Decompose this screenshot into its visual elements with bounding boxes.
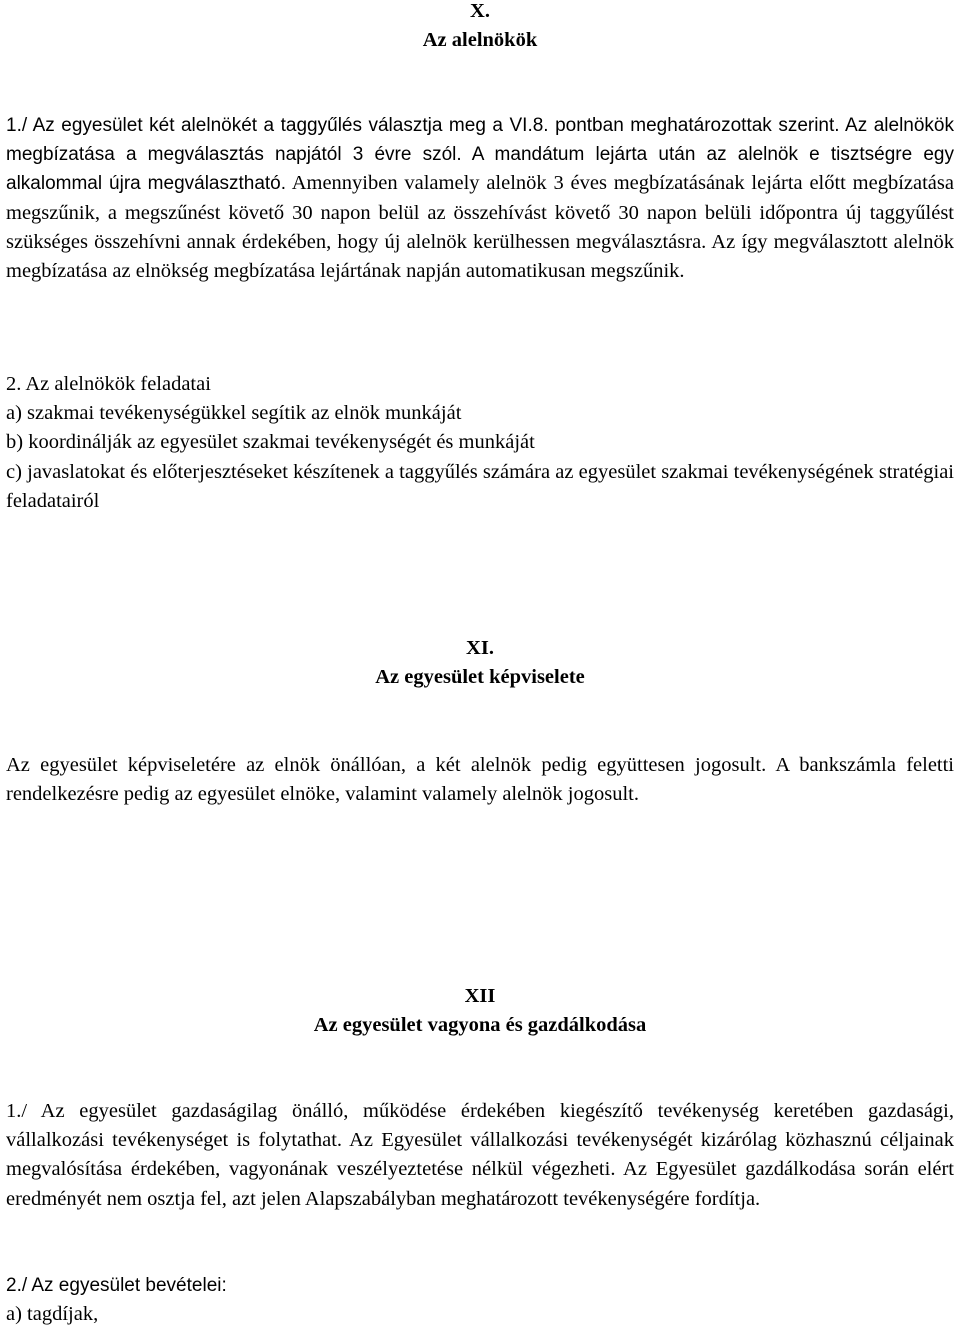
section-xii [6,982,954,1040]
section-x-title: Az alelnökök [422,29,538,51]
section-x-duties [6,370,954,516]
section-xii-paragraph-1 [6,1097,954,1214]
section-x-p1-sans-text: 1./ Az egyesület két alelnökét a taggyűlés választja meg a VI.8. pontban meghatározottak szerint. Az alelnökök megbízatása a megválasztás napjától 3 évre szól. A mandátum lejárta után az alelnök e tisztségre egy alkalommal újra megválasztható. [6,115,954,195]
duty-a: a) szakmai tevékenységükkel segítik az elnök munkáját [6,402,462,425]
section-x-number: X. [470,0,490,22]
duty-b: b) koordinálják az egyesület szakmai tevékenységét és munkáját [6,431,535,454]
section-xii-number: XII [464,985,496,1007]
section-x-paragraph-1 [6,111,954,286]
section-xi-paragraph [6,751,954,809]
section-xi-title: Az egyesület képviselete [375,666,585,688]
section-xi-text: Az egyesület képviseletére az elnök önállóan, a két alelnök pedig együttesen jogosult. A bankszámla feletti rendelkezésre pedig az egyesület elnöke, valamint valamely alelnök jogosult. [6,754,954,806]
duties-heading: 2. Az alelnökök feladatai [6,373,211,395]
revenue-item-a: a) tagdíjak, [6,1303,99,1326]
section-x [6,0,954,55]
revenues-heading: 2./ Az egyesület bevételei: [6,1275,227,1296]
section-xi [6,634,954,692]
section-x-p1-serif-text: Amennyiben valamely alelnök 3 éves megbízatásának lejárta előtt megbízatása megszűnik, a megszűnést követő 30 napon belül az összehívást követő 30 napon belüli időpontra új taggyűlést szükséges összehívni annak érdekében, hogy új alelnök kerülhessen megválasztásra. Az így megválasztott alelnök megbízatása az elnökség megbízatása lejártának napján automatikusan megszűnik. [6,172,954,283]
section-xii-title: Az egyesület vagyona és gazdálkodása [313,1014,647,1036]
duty-c: c) javaslatokat és előterjesztéseket készítenek a taggyűlés számára az egyesület szakmai tevékenységének stratégiai feladatairól [6,460,954,512]
section-xi-number: XI. [466,637,494,659]
section-xii-p1-text: 1./ Az egyesület gazdaságilag önálló, működése érdekében kiegészítő tevékenység keretében gazdasági, vállalkozási tevékenységet is folytathat. Az Egyesület vállalkozási tevékenységét kizárólag közhasznú céljainak megvalósítása érdekében, vagyonának veszélyeztetése nélkül végezheti. Az Egyesület gazdálkodása során elért eredményét nem osztja fel, azt jelen Alapszabályban meghatározott tevékenységére fordítja. [6,1100,954,1210]
section-xii-revenues [6,1271,954,1329]
